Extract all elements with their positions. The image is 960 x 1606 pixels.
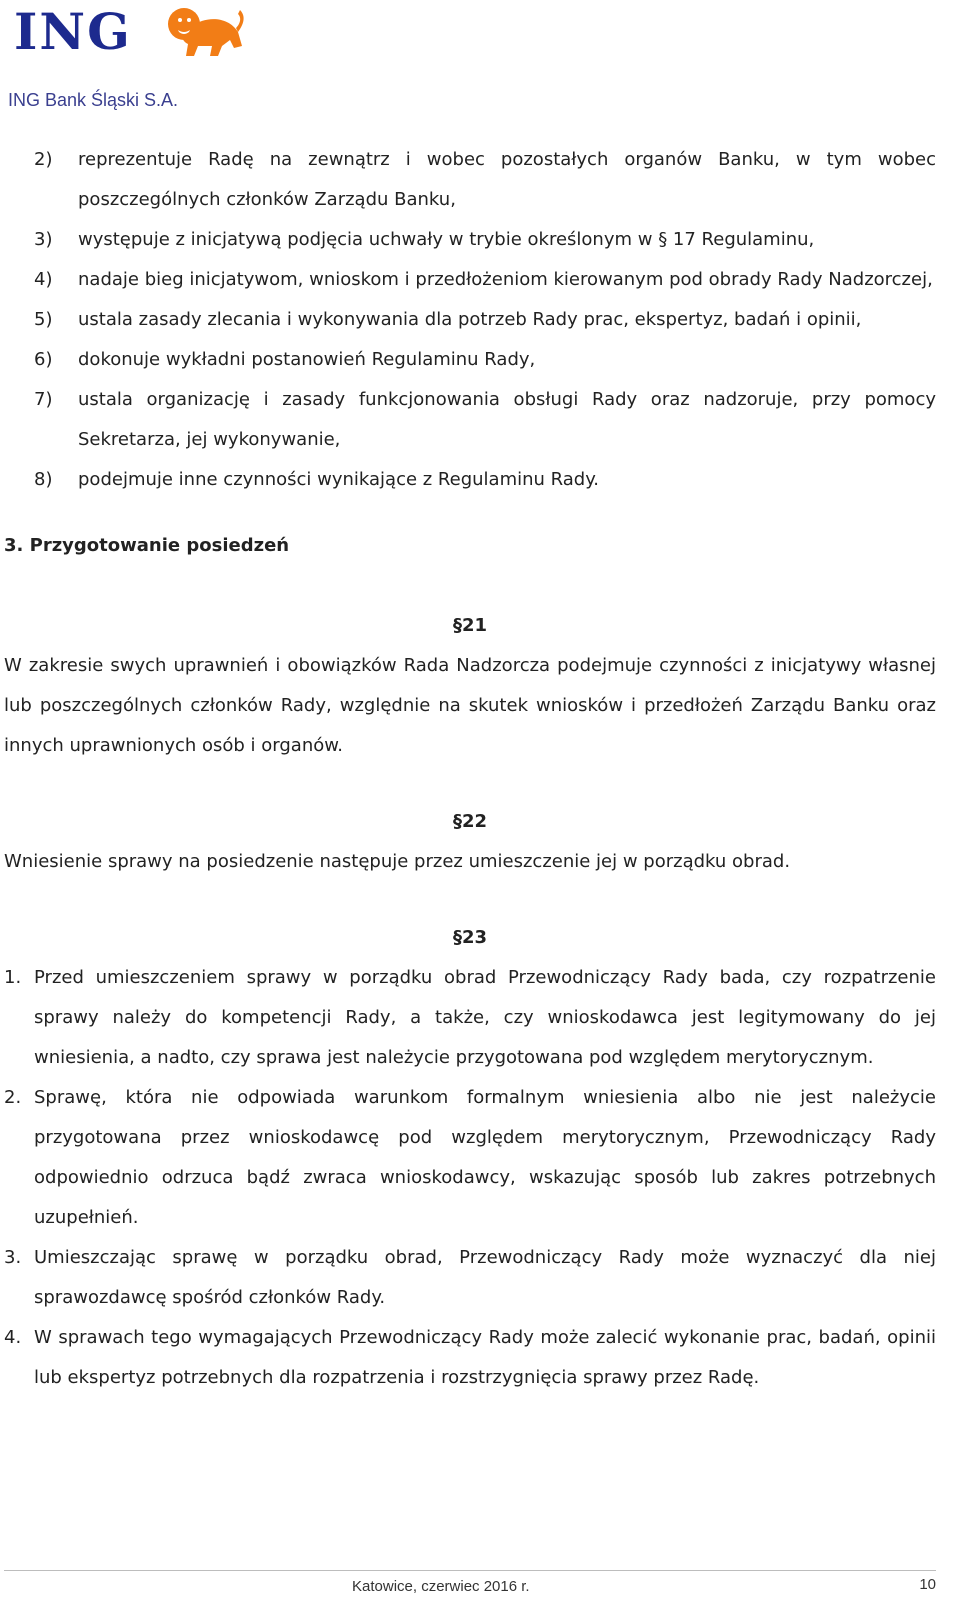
- list-item-text: nadaje bieg inicjatywom, wnioskom i przedłożeniom kierowanym pod obrady Rady Nadzorczej,: [78, 269, 933, 290]
- paragraph-text-21: W zakresie swych uprawnień i obowiązków Rada Nadzorcza podejmuje czynności z inicjatywy własnej lub poszczególnych członków Rady, względnie na skutek wniosków i przedłożeń Zarządu Banku oraz innych uprawnionych osób i organów.: [4, 655, 936, 756]
- paragraph-heading-23: §23: [452, 927, 488, 948]
- list-item-text: dokonuje wykładni postanowień Regulaminu Rady,: [78, 349, 536, 370]
- paragraph-text-22: Wniesienie sprawy na posiedzenie następuje przez umieszczenie jej w porządku obrad.: [4, 851, 791, 872]
- list-item: [4, 340, 936, 380]
- list-item-number: 6): [34, 349, 53, 370]
- list-item-text: ustala organizację i zasady funkcjonowania obsługi Rady oraz nadzoruje, przy pomocy Sekretarza, jej wykonywanie,: [78, 389, 936, 450]
- list-item-number: 8): [34, 469, 53, 490]
- list-item: [4, 140, 936, 220]
- bank-name: ING Bank Śląski S.A.: [8, 90, 179, 110]
- list-item-text: Umieszczając sprawę w porządku obrad, Przewodniczący Rady może wyznaczyć dla niej sprawozdawcę spośród członków Rady.: [34, 1247, 936, 1308]
- list-item-number: 2): [34, 149, 53, 170]
- document-body: [4, 140, 936, 1398]
- list-item-text: reprezentuje Radę na zewnątrz i wobec pozostałych organów Banku, w tym wobec poszczególnych członków Zarządu Banku,: [78, 149, 936, 210]
- list-item-text: podejmuje inne czynności wynikające z Regulaminu Rady.: [78, 469, 600, 490]
- list-item-text: ustala zasady zlecania i wykonywania dla potrzeb Rady prac, ekspertyz, badań i opinii,: [78, 309, 862, 330]
- footer-divider: [4, 1570, 936, 1571]
- page-number: 10: [919, 1576, 936, 1593]
- list-top: [4, 140, 936, 500]
- list-item: [4, 460, 936, 500]
- list-item-number: 1.: [4, 967, 22, 988]
- ing-logo-text: ING: [14, 2, 132, 61]
- list-item-number: 5): [34, 309, 53, 330]
- list-item-number: 7): [34, 389, 53, 410]
- paragraph-list-23: [4, 958, 936, 1398]
- section-heading: 3. Przygotowanie posiedzeń: [4, 535, 290, 556]
- list-item-number: 3): [34, 229, 53, 250]
- list-item: [4, 1078, 936, 1238]
- list-item-number: 4): [34, 269, 53, 290]
- list-item: [4, 958, 936, 1078]
- list-item: [4, 1318, 936, 1398]
- ing-logo: [8, 0, 248, 64]
- list-item-number: 4.: [4, 1327, 22, 1348]
- list-item-text: W sprawach tego wymagających Przewodniczący Rady może zalecić wykonanie prac, badań, opinii lub ekspertyz potrzebnych dla rozpatrzenia i rozstrzygnięcia sprawy przez Radę.: [34, 1327, 936, 1388]
- lion-icon: [158, 2, 246, 60]
- list-item: [4, 300, 936, 340]
- list-item: [4, 380, 936, 460]
- list-item-number: 3.: [4, 1247, 22, 1268]
- list-item-text: występuje z inicjatywą podjęcia uchwały w trybie określonym w § 17 Regulaminu,: [78, 229, 815, 250]
- list-item-number: 2.: [4, 1087, 22, 1108]
- list-item: [4, 220, 936, 260]
- list-item-text: Sprawę, która nie odpowiada warunkom formalnym wniesienia albo nie jest należycie przygotowana przez wnioskodawcę pod względem merytorycznym, Przewodniczący Rady odpowiednio odrzuca bądź zwraca wnioskodawcy, wskazując sposób lub zakres potrzebnych uzupełnień.: [34, 1087, 936, 1228]
- page-header: [4, 0, 960, 120]
- paragraph-heading-22: §22: [452, 811, 488, 832]
- list-item: [4, 1238, 936, 1318]
- list-item-text: Przed umieszczeniem sprawy w porządku obrad Przewodniczący Rady bada, czy rozpatrzenie sprawy należy do kompetencji Rady, a także, czy wnioskodawca jest legitymowany do jej wniesienia, a nadto, czy sprawa jest należycie przygotowana pod względem merytorycznym.: [34, 967, 936, 1068]
- paragraph-heading-21: §21: [452, 615, 488, 636]
- list-item: [4, 260, 936, 300]
- footer-place-date: Katowice, czerwiec 2016 r.: [352, 1578, 530, 1595]
